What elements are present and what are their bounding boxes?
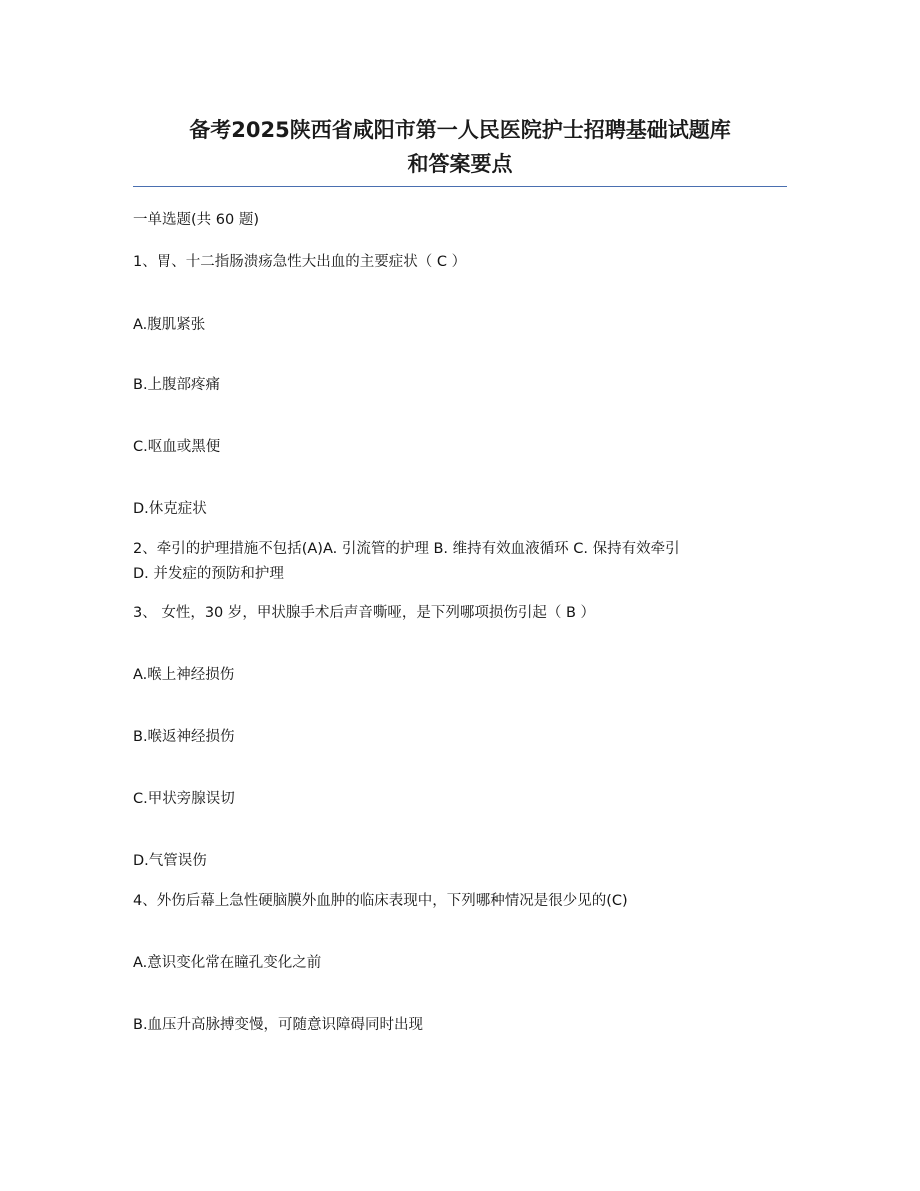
question-1-option-c: C.呕血或黑便 [133,439,221,455]
document-title [133,113,787,181]
question-4-option-b: B.血压升高脉搏变慢，可随意识障碍同时出现 [133,1017,424,1033]
question-1-option-d: D.休克症状 [133,501,207,517]
question-2-continued: D. 并发症的预防和护理 [133,566,284,582]
title-line-2: 和答案要点 [407,152,513,176]
question-3-option-b: B.喉返神经损伤 [133,729,235,745]
question-1-option-a: A.腹肌紧张 [133,317,206,333]
title-divider [133,186,787,187]
title-line-1: 备考2025陕西省咸阳市第一人民医院护士招聘基础试题库 [189,118,731,142]
question-3-option-d: D.气管误伤 [133,853,207,869]
question-4: 4、外伤后幕上急性硬脑膜外血肿的临床表现中，下列哪种情况是很少见的(C) [133,893,628,909]
section-heading: 一单选题(共 60 题) [133,212,259,228]
question-3-option-a: A.喉上神经损伤 [133,667,235,683]
question-2: 2、牵引的护理措施不包括(A)A. 引流管的护理 B. 维持有效血液循环 C. 保持有效牵引 [133,541,680,557]
question-4-option-a: A.意识变化常在瞳孔变化之前 [133,955,322,971]
question-3-option-c: C.甲状旁腺误切 [133,791,235,807]
question-1-option-b: B.上腹部疼痛 [133,377,221,393]
question-1: 1、胃、十二指肠溃疡急性大出血的主要症状（ C ） [133,254,467,270]
question-3: 3、 女性，30 岁，甲状腺手术后声音嘶哑，是下列哪项损伤引起（ B ） [133,605,596,621]
